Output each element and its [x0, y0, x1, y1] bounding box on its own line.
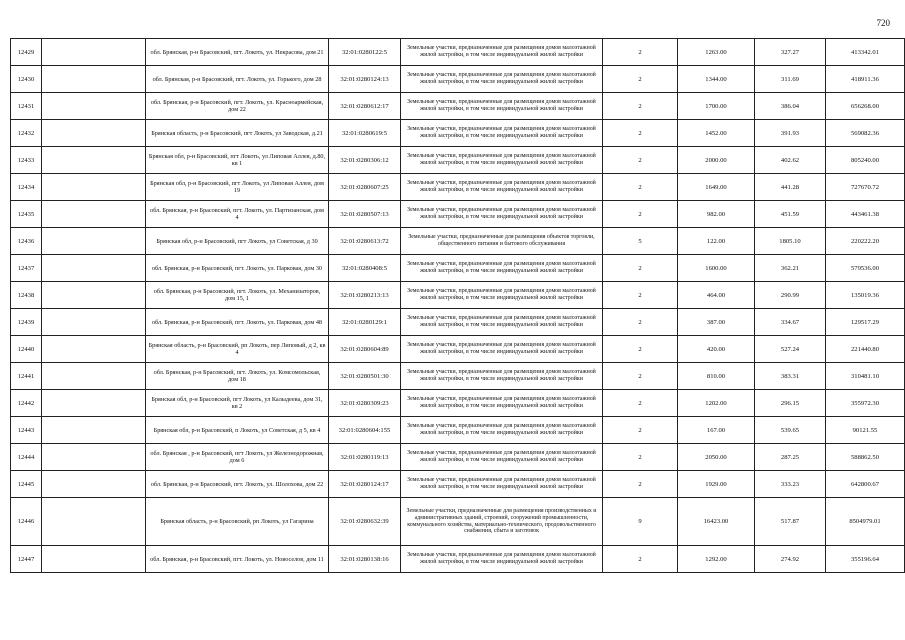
cadastral-number-cell: 32:01:0280507:13: [329, 201, 401, 228]
cadastral-value-cell: 805240.00: [826, 147, 905, 174]
area-cell: 810.00: [678, 363, 755, 390]
cadastral-value-cell: 579536.00: [826, 255, 905, 282]
address-cell: Брянская область, р-н Брасовский, пгт Локоть, ул Заводская, д.21: [146, 120, 329, 147]
row-id-cell: 12437: [11, 255, 42, 282]
area-cell: 420.00: [678, 336, 755, 363]
cadastral-number-cell: 32:01:0280129:1: [329, 309, 401, 336]
empty-cell: [42, 147, 146, 174]
empty-cell: [42, 255, 146, 282]
row-id-cell: 12433: [11, 147, 42, 174]
address-cell: обл. Брянская, р-н Брасовский, пгт. Локоть, ул. Новоселов, дом 11: [146, 546, 329, 573]
specific-value-cell: 517.87: [755, 498, 826, 546]
table-row: [11, 444, 905, 471]
area-cell: 167.00: [678, 417, 755, 444]
area-cell: 1929.00: [678, 471, 755, 498]
usage-group-cell: 2: [603, 546, 678, 573]
address-cell: обл. Брянская, р-н Брасовский, пгт. Локоть, ул. Комсомольская, дом 18: [146, 363, 329, 390]
cadastral-value-cell: 413342.01: [826, 39, 905, 66]
address-cell: обл. Брянская, р-н Брасовский, пгт. Локоть, ул. Механизаторов, дом 15, 1: [146, 282, 329, 309]
cadastral-value-cell: 656268.00: [826, 93, 905, 120]
cadastral-value-cell: 129517.29: [826, 309, 905, 336]
empty-cell: [42, 93, 146, 120]
empty-cell: [42, 363, 146, 390]
specific-value-cell: 391.93: [755, 120, 826, 147]
row-id-cell: 12434: [11, 174, 42, 201]
land-purpose-cell: Земельные участки, предназначенные для размещения домов малоэтажной жилой застройки, в том числе индивидуальной жилой застройки: [401, 201, 603, 228]
table-row: [11, 39, 905, 66]
empty-cell: [42, 336, 146, 363]
table-row: [11, 363, 905, 390]
table-row: [11, 228, 905, 255]
cadastral-value-cell: 355196.64: [826, 546, 905, 573]
specific-value-cell: 362.21: [755, 255, 826, 282]
specific-value-cell: 333.23: [755, 471, 826, 498]
empty-cell: [42, 417, 146, 444]
address-cell: обл. Брянская, р-н Брасовский, пгт. Локоть, ул. Горького, дом 28: [146, 66, 329, 93]
row-id-cell: 12447: [11, 546, 42, 573]
usage-group-cell: 2: [603, 93, 678, 120]
cadastral-number-cell: 32:01:0280501:30: [329, 363, 401, 390]
table-row: [11, 66, 905, 93]
cadastral-number-cell: 32:01:0280122:5: [329, 39, 401, 66]
cadastral-number-cell: 32:01:0280306:12: [329, 147, 401, 174]
specific-value-cell: 539.65: [755, 417, 826, 444]
table-row: [11, 147, 905, 174]
table-row: [11, 471, 905, 498]
cadastral-value-cell: 642800.67: [826, 471, 905, 498]
specific-value-cell: 383.31: [755, 363, 826, 390]
empty-cell: [42, 498, 146, 546]
land-purpose-cell: Земельные участки, предназначенные для размещения домов малоэтажной жилой застройки, в том числе индивидуальной жилой застройки: [401, 120, 603, 147]
usage-group-cell: 2: [603, 120, 678, 147]
address-cell: Брянская обл, р-н Брасовский, пгт Локоть, ул Липовая Аллея, дом 19: [146, 174, 329, 201]
usage-group-cell: 2: [603, 66, 678, 93]
cadastral-number-cell: 32:01:0280619:5: [329, 120, 401, 147]
usage-group-cell: 2: [603, 336, 678, 363]
cadastral-value-cell: 355972.30: [826, 390, 905, 417]
address-cell: Брянская обл, р-н Брасовский, пгт Локоть, ул Советская, д 30: [146, 228, 329, 255]
address-cell: обл. Брянская, р-н Брасовский, пгт. Локоть, ул. Некрасова, дом 21: [146, 39, 329, 66]
specific-value-cell: 451.59: [755, 201, 826, 228]
specific-value-cell: 334.67: [755, 309, 826, 336]
address-cell: Брянская область, р-н Брасовский, рп Локоть, пер Липовый, д 2, кв 4: [146, 336, 329, 363]
empty-cell: [42, 120, 146, 147]
row-id-cell: 12444: [11, 444, 42, 471]
empty-cell: [42, 282, 146, 309]
row-id-cell: 12440: [11, 336, 42, 363]
empty-cell: [42, 174, 146, 201]
row-id-cell: 12443: [11, 417, 42, 444]
address-cell: Брянская обл, р-н Брасовский, пгт Локоть, ул Липовая Аллея, д.80, кв 1: [146, 147, 329, 174]
specific-value-cell: 311.69: [755, 66, 826, 93]
area-cell: 2000.00: [678, 147, 755, 174]
empty-cell: [42, 66, 146, 93]
cadastral-value-cell: 310481.10: [826, 363, 905, 390]
empty-cell: [42, 228, 146, 255]
address-cell: Брянская обл, р-н Брасовский, пгт Локоть, ул Калыдеева, дом 31, кв 2: [146, 390, 329, 417]
row-id-cell: 12438: [11, 282, 42, 309]
land-purpose-cell: Земельные участки, предназначенные для размещения домов малоэтажной жилой застройки, в том числе индивидуальной жилой застройки: [401, 444, 603, 471]
usage-group-cell: 2: [603, 147, 678, 174]
land-purpose-cell: Земельные участки, предназначенные для размещения домов малоэтажной жилой застройки, в том числе индивидуальной жилой застройки: [401, 336, 603, 363]
usage-group-cell: 5: [603, 228, 678, 255]
cadastral-number-cell: 32:01:0280408:5: [329, 255, 401, 282]
table-row: [11, 417, 905, 444]
area-cell: 464.00: [678, 282, 755, 309]
cadastral-value-cell: 90121.55: [826, 417, 905, 444]
land-purpose-cell: Земельные участки, предназначенные для размещения домов малоэтажной жилой застройки, в том числе индивидуальной жилой застройки: [401, 390, 603, 417]
usage-group-cell: 2: [603, 255, 678, 282]
land-purpose-cell: Земельные участки, предназначенные для размещения домов малоэтажной жилой застройки, в том числе индивидуальной жилой застройки: [401, 174, 603, 201]
area-cell: 16423.00: [678, 498, 755, 546]
usage-group-cell: 2: [603, 417, 678, 444]
cadastral-number-cell: 32:01:0280213:13: [329, 282, 401, 309]
row-id-cell: 12431: [11, 93, 42, 120]
land-purpose-cell: Земельные участки, предназначенные для размещения объектов торговли, общественного питания и бытового обслуживания: [401, 228, 603, 255]
cadastral-number-cell: 32:01:0280138:16: [329, 546, 401, 573]
usage-group-cell: 2: [603, 201, 678, 228]
row-id-cell: 12432: [11, 120, 42, 147]
usage-group-cell: 2: [603, 471, 678, 498]
cadastral-value-cell: 588862.50: [826, 444, 905, 471]
table-row: [11, 309, 905, 336]
specific-value-cell: 441.28: [755, 174, 826, 201]
land-purpose-cell: Земельные участки, предназначенные для размещения домов малоэтажной жилой застройки, в том числе индивидуальной жилой застройки: [401, 66, 603, 93]
cadastral-value-cell: 135019.36: [826, 282, 905, 309]
area-cell: 982.00: [678, 201, 755, 228]
address-cell: обл. Брянская, р-н Брасовский, пгт. Локоть, ул. Шолохова, дом 22: [146, 471, 329, 498]
specific-value-cell: 527.24: [755, 336, 826, 363]
cadastral-number-cell: 32:01:0280607:25: [329, 174, 401, 201]
empty-cell: [42, 471, 146, 498]
table-row: [11, 336, 905, 363]
address-cell: обл. Брянская , р-н Брасовский, пгт Локоть, ул Железнодорожная, дом 6: [146, 444, 329, 471]
usage-group-cell: 2: [603, 363, 678, 390]
row-id-cell: 12435: [11, 201, 42, 228]
cadastral-number-cell: 32:01:0280612:17: [329, 93, 401, 120]
usage-group-cell: 9: [603, 498, 678, 546]
land-purpose-cell: Земельные участки, предназначенные для размещения домов малоэтажной жилой застройки, в том числе индивидуальной жилой застройки: [401, 255, 603, 282]
land-purpose-cell: Земельные участки, предназначенные для размещения домов малоэтажной жилой застройки, в том числе индивидуальной жилой застройки: [401, 147, 603, 174]
land-purpose-cell: Земельные участки, предназначенные для размещения домов малоэтажной жилой застройки, в том числе индивидуальной жилой застройки: [401, 417, 603, 444]
row-id-cell: 12445: [11, 471, 42, 498]
empty-cell: [42, 390, 146, 417]
address-cell: обл. Брянская, р-н Брасовский, пгт. Локоть, ул. Партизанская, дом 4: [146, 201, 329, 228]
row-id-cell: 12436: [11, 228, 42, 255]
area-cell: 387.00: [678, 309, 755, 336]
table-row: [11, 498, 905, 546]
cadastral-number-cell: 32:01:0280604:89: [329, 336, 401, 363]
area-cell: 1344.00: [678, 66, 755, 93]
cadastral-number-cell: 32:01:0280604:155: [329, 417, 401, 444]
specific-value-cell: 402.62: [755, 147, 826, 174]
area-cell: 1649.00: [678, 174, 755, 201]
area-cell: 1202.00: [678, 390, 755, 417]
address-cell: обл. Брянская, р-н Брасовский, пгт. Локоть, ул. Парковая, дом 30: [146, 255, 329, 282]
empty-cell: [42, 309, 146, 336]
specific-value-cell: 287.25: [755, 444, 826, 471]
cadastral-value-cell: 569082.36: [826, 120, 905, 147]
cadastral-value-cell: 443461.38: [826, 201, 905, 228]
usage-group-cell: 2: [603, 444, 678, 471]
usage-group-cell: 2: [603, 309, 678, 336]
cadastral-number-cell: 32:01:0280309:23: [329, 390, 401, 417]
cadastral-number-cell: 32:01:0280124:17: [329, 471, 401, 498]
area-cell: 1452.00: [678, 120, 755, 147]
area-cell: 2050.00: [678, 444, 755, 471]
area-cell: 1600.00: [678, 255, 755, 282]
land-purpose-cell: Земельные участки, предназначенные для размещения домов малоэтажной жилой застройки, в том числе индивидуальной жилой застройки: [401, 93, 603, 120]
table-row: [11, 93, 905, 120]
land-purpose-cell: Земельные участки, предназначенные для размещения домов малоэтажной жилой застройки, в том числе индивидуальной жилой застройки: [401, 39, 603, 66]
row-id-cell: 12439: [11, 309, 42, 336]
cadastral-value-cell: 727670.72: [826, 174, 905, 201]
cadastral-number-cell: 32:01:0280632:39: [329, 498, 401, 546]
specific-value-cell: 1805.10: [755, 228, 826, 255]
page-number: 720: [876, 18, 890, 28]
table-row: [11, 546, 905, 573]
empty-cell: [42, 39, 146, 66]
empty-cell: [42, 201, 146, 228]
empty-cell: [42, 546, 146, 573]
row-id-cell: 12430: [11, 66, 42, 93]
table-row: [11, 390, 905, 417]
row-id-cell: 12441: [11, 363, 42, 390]
address-cell: обл. Брянская, р-н Брасовский, пгт. Локоть, ул. Парковая, дом 48: [146, 309, 329, 336]
land-purpose-cell: Земельные участки, предназначенные для размещения домов малоэтажной жилой застройки, в том числе индивидуальной жилой застройки: [401, 546, 603, 573]
specific-value-cell: 290.99: [755, 282, 826, 309]
row-id-cell: 12429: [11, 39, 42, 66]
address-cell: Брянская обл, р-н Брасовский, п Локоть, ул Советская, д 5, кв 4: [146, 417, 329, 444]
land-purpose-cell: Земельные участки, предназначенные для размещения домов малоэтажной жилой застройки, в том числе индивидуальной жилой застройки: [401, 363, 603, 390]
specific-value-cell: 274.92: [755, 546, 826, 573]
row-id-cell: 12442: [11, 390, 42, 417]
area-cell: 122.00: [678, 228, 755, 255]
area-cell: 1292.00: [678, 546, 755, 573]
row-id-cell: 12446: [11, 498, 42, 546]
specific-value-cell: 327.27: [755, 39, 826, 66]
land-purpose-cell: Земельные участки, предназначенные для размещения домов малоэтажной жилой застройки, в том числе индивидуальной жилой застройки: [401, 471, 603, 498]
specific-value-cell: 296.15: [755, 390, 826, 417]
specific-value-cell: 386.04: [755, 93, 826, 120]
cadastral-value-cell: 418911.36: [826, 66, 905, 93]
cadastral-number-cell: 32:01:0280613:72: [329, 228, 401, 255]
area-cell: 1700.00: [678, 93, 755, 120]
cadastral-value-cell: 221440.80: [826, 336, 905, 363]
cadastral-value-table: [10, 38, 905, 573]
cadastral-number-cell: 32:01:0280119:13: [329, 444, 401, 471]
usage-group-cell: 2: [603, 39, 678, 66]
table-row: [11, 255, 905, 282]
cadastral-value-cell: 220222.20: [826, 228, 905, 255]
land-purpose-cell: Земельные участки, предназначенные для размещения домов малоэтажной жилой застройки, в том числе индивидуальной жилой застройки: [401, 282, 603, 309]
table-row: [11, 282, 905, 309]
empty-cell: [42, 444, 146, 471]
address-cell: обл. Брянская, р-н Брасовский, пгт. Локоть, ул. Красноармейская, дом 22: [146, 93, 329, 120]
land-purpose-cell: Земельные участки, предназначенные для размещения производственных и административных зданий, строений, сооружений промышленности, коммунального хозяйства, материально-технического, продовольственного снабжения, сбыта и заготовок: [401, 498, 603, 546]
usage-group-cell: 2: [603, 174, 678, 201]
cadastral-value-cell: 8504979.01: [826, 498, 905, 546]
address-cell: Брянская область, р-н Брасовский, рп Локоть, ул Гагарина: [146, 498, 329, 546]
table-row: [11, 201, 905, 228]
usage-group-cell: 2: [603, 282, 678, 309]
table-row: [11, 174, 905, 201]
cadastral-number-cell: 32:01:0280124:13: [329, 66, 401, 93]
usage-group-cell: 2: [603, 390, 678, 417]
area-cell: 1263.00: [678, 39, 755, 66]
land-purpose-cell: Земельные участки, предназначенные для размещения домов малоэтажной жилой застройки, в том числе индивидуальной жилой застройки: [401, 309, 603, 336]
table-row: [11, 120, 905, 147]
